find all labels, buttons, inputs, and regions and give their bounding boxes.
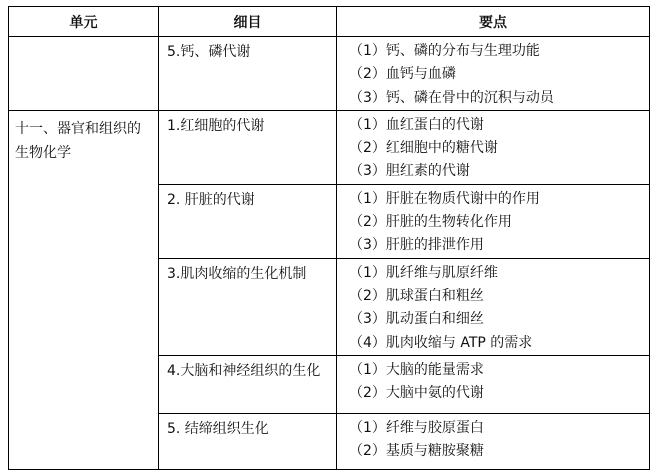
unit-cell: 十一、器官和组织的生物化学: [9, 110, 159, 469]
header-detail: 细目: [159, 7, 337, 37]
point-item: （2）大脑中氨的代谢: [349, 385, 484, 402]
table-row: [9, 37, 650, 111]
detail-cell: 4.大脑和神经组织的生化: [159, 355, 337, 413]
header-points: 要点: [337, 7, 650, 37]
detail-cell: 5. 结缔组织生化: [159, 413, 337, 469]
detail-cell: 2. 肝脏的代谢: [159, 184, 337, 258]
point-item: （1）肌纤维与肌原纤维: [349, 264, 498, 281]
point-item: （3）肝脏的排泄作用: [349, 237, 484, 254]
point-item: （2）血钙与血磷: [349, 66, 456, 83]
point-item: （2）红细胞中的糖代谢: [349, 140, 498, 157]
point-item: （3）胆红素的代谢: [349, 163, 470, 180]
point-item: （1）肝脏在物质代谢中的作用: [349, 190, 540, 207]
header-unit: 单元: [9, 7, 159, 37]
point-item: （2）基质与糖胺聚糖: [349, 443, 484, 460]
points-cell: [337, 355, 650, 413]
point-item: （4）肌肉收缩与 ATP 的需求: [349, 334, 533, 351]
point-item: （2）肝脏的生物转化作用: [349, 214, 512, 231]
points-cell: [337, 258, 650, 355]
point-item: （1）血红蛋白的代谢: [349, 116, 484, 133]
points-cell: [337, 110, 650, 184]
point-item: （1）大脑的能量需求: [349, 361, 484, 378]
detail-cell: 1.红细胞的代谢: [159, 110, 337, 184]
point-item: （2）肌球蛋白和粗丝: [349, 287, 484, 304]
detail-cell: 3.肌肉收缩的生化机制: [159, 258, 337, 355]
points-cell: [337, 413, 650, 469]
table-row: [9, 110, 650, 184]
point-item: （1）纤维与胶原蛋白: [349, 419, 484, 436]
point-item: （3）钙、磷在骨中的沉积与动员: [349, 89, 554, 106]
syllabus-table: [8, 6, 650, 470]
point-item: （1）钙、磷的分布与生理功能: [349, 43, 540, 59]
unit-cell-continued: [9, 37, 159, 111]
point-item: （3）肌动蛋白和细丝: [349, 311, 484, 328]
points-cell: [337, 37, 650, 111]
header-row: [9, 7, 650, 37]
points-cell: [337, 184, 650, 258]
detail-cell: 5.钙、磷代谢: [159, 37, 337, 111]
